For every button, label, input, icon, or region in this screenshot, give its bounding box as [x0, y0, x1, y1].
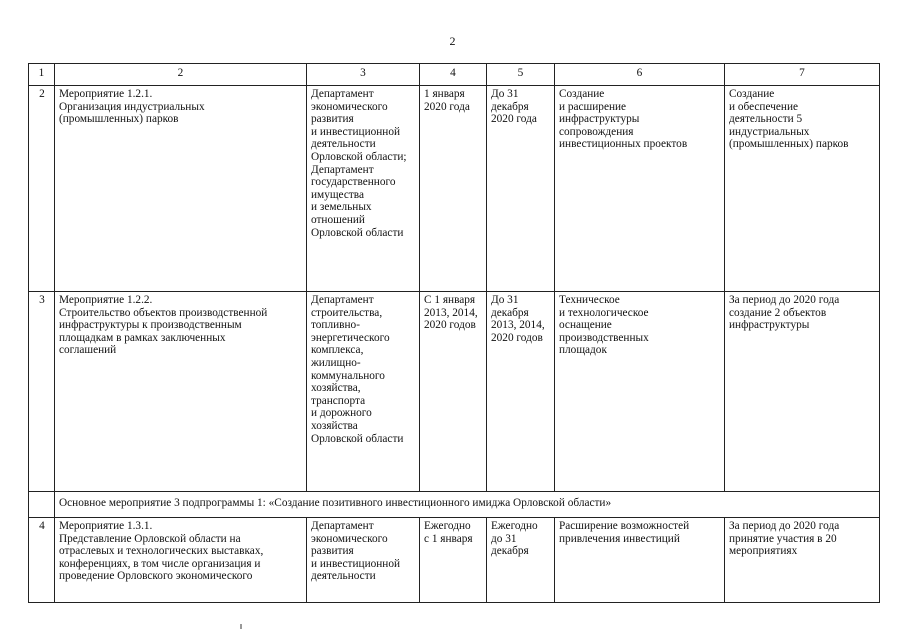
cell-line: соглашений	[59, 344, 117, 357]
page-number: 2	[449, 34, 456, 48]
cell-line: 2020 года	[491, 113, 537, 126]
result-cell	[555, 518, 725, 603]
cell-line: и инвестиционной	[311, 557, 401, 570]
cell-line: отношений	[311, 213, 365, 226]
cell-line: Техническое	[559, 294, 620, 306]
cell-line: 2020 годов	[424, 319, 476, 332]
cell-line: Организация индустриальных	[59, 100, 205, 113]
cell-line: производственных	[559, 331, 649, 344]
table-row	[29, 518, 880, 603]
result-cell	[555, 292, 725, 492]
cell-line: Департамент	[311, 88, 374, 100]
cell-line: Расширение возможностей	[559, 520, 690, 532]
start-date-cell	[420, 86, 487, 292]
cell-line: отраслевых и технологических выставках,	[59, 545, 264, 558]
cell-line: Департамент	[311, 520, 374, 532]
cell-line: экономического	[311, 100, 388, 113]
column-header: 7	[725, 64, 880, 86]
cell-line: имущества	[311, 188, 364, 201]
section-title: Основное мероприятие 3 подпрограммы 1: «Создание позитивного инвестиционного имиджа Орловской области»	[55, 492, 880, 518]
cell-line: строительства,	[311, 306, 383, 319]
cell-line: и дорожного	[311, 407, 372, 420]
activities-table	[28, 63, 880, 603]
cell-line: и инвестиционной	[311, 125, 401, 138]
cell-line: мероприятиях	[729, 545, 798, 558]
cell-line: До 31	[491, 88, 519, 100]
cell-line: инфраструктуры	[729, 319, 810, 332]
cell-line: 1 января	[424, 88, 465, 100]
cell-line: Орловской области	[311, 432, 404, 445]
cell-line: комплекса,	[311, 344, 364, 357]
cell-line: жилищно-	[311, 356, 361, 369]
cell-line: 2020 годов	[491, 331, 543, 344]
cell-line: Представление Орловской области на	[59, 532, 241, 545]
cell-line: сопровождения	[559, 125, 634, 138]
column-header: 1	[29, 64, 55, 86]
cell-line: коммунального	[311, 369, 385, 382]
cell-line: хозяйства	[311, 419, 358, 432]
cell-line: Ежегодно	[491, 520, 538, 532]
cell-line: 2013, 2014,	[424, 306, 478, 319]
cell-line: деятельности 5	[729, 113, 803, 126]
cell-line: экономического	[311, 532, 388, 545]
indicator-cell	[725, 292, 880, 492]
column-header: 6	[555, 64, 725, 86]
indicator-cell	[725, 86, 880, 292]
cell-line: принятие участия в 20	[729, 532, 837, 545]
cell-line: инфраструктуры	[559, 113, 640, 126]
cell-line: За период до 2020 года	[729, 520, 840, 532]
cell-line: За период до 2020 года	[729, 294, 840, 306]
end-date-cell	[487, 86, 555, 292]
section-empty-cell	[29, 492, 55, 518]
cell-line: С 1 января	[424, 294, 476, 306]
cell-line: государственного	[311, 176, 396, 189]
table-row	[29, 292, 880, 492]
cell-line: привлечения инвестиций	[559, 532, 680, 545]
executor-cell	[307, 86, 420, 292]
section-row	[29, 492, 880, 518]
cell-line: площадок	[559, 344, 607, 357]
row-number: 2	[29, 86, 55, 292]
result-cell	[555, 86, 725, 292]
cell-line: Создание	[559, 88, 605, 100]
end-date-cell	[487, 518, 555, 603]
executor-cell	[307, 518, 420, 603]
executor-cell	[307, 292, 420, 492]
row-number: 4	[29, 518, 55, 603]
start-date-cell	[420, 292, 487, 492]
cell-line: транспорта	[311, 394, 366, 407]
cell-line: энергетического	[311, 331, 390, 344]
cell-line: оснащение	[559, 319, 612, 332]
cell-line: Мероприятие 1.2.1.	[59, 88, 153, 100]
cell-line: создание 2 объектов	[729, 306, 827, 319]
cell-line: с 1 января	[424, 532, 473, 545]
cell-line: (промышленных) парков	[59, 113, 179, 126]
cell-line: До 31	[491, 294, 519, 306]
cell-line: топливно-	[311, 319, 360, 332]
column-header: 3	[307, 64, 420, 86]
cell-line: до 31	[491, 532, 517, 545]
cell-line: деятельности	[311, 570, 376, 583]
cell-line: декабря	[491, 100, 529, 113]
cell-line: Мероприятие 1.3.1.	[59, 520, 153, 532]
cell-line: Ежегодно	[424, 520, 471, 532]
cell-line: площадкам в рамках заключенных	[59, 331, 226, 344]
cell-line: Орловской области	[311, 226, 404, 239]
cell-line: 2020 года	[424, 100, 470, 113]
cell-line: Орловской области;	[311, 150, 407, 163]
cell-line: Строительство объектов производственной	[59, 306, 268, 319]
cell-line: Мероприятие 1.2.2.	[59, 294, 153, 306]
end-date-cell	[487, 292, 555, 492]
column-header: 5	[487, 64, 555, 86]
cell-line: конференциях, в том числе организация и	[59, 557, 261, 570]
cell-line: инфраструктуры к производственным	[59, 319, 242, 332]
cell-line: (промышленных) парков	[729, 138, 849, 151]
cell-line: и расширение	[559, 100, 627, 113]
cell-line: Департамент	[311, 294, 374, 306]
event-cell	[55, 518, 307, 603]
column-header: 4	[420, 64, 487, 86]
cell-line: и обеспечение	[729, 100, 799, 113]
cell-line: развития	[311, 545, 354, 558]
cell-line: деятельности	[311, 138, 376, 151]
start-date-cell	[420, 518, 487, 603]
table-row	[29, 86, 880, 292]
row-number: 3	[29, 292, 55, 492]
cell-line: и технологическое	[559, 306, 649, 319]
event-cell	[55, 292, 307, 492]
cell-line: декабря	[491, 545, 529, 558]
cell-line: проведение Орловского экономического	[59, 570, 253, 583]
event-cell	[55, 86, 307, 292]
scan-artifact	[240, 624, 242, 629]
cell-line: 2013, 2014,	[491, 319, 545, 332]
cell-line: индустриальных	[729, 125, 810, 138]
cell-line: инвестиционных проектов	[559, 138, 688, 151]
column-header: 2	[55, 64, 307, 86]
cell-line: и земельных	[311, 201, 372, 214]
cell-line: развития	[311, 113, 354, 126]
cell-line: хозяйства,	[311, 382, 361, 395]
cell-line: Создание	[729, 88, 775, 100]
indicator-cell	[725, 518, 880, 603]
cell-line: Департамент	[311, 163, 374, 176]
cell-line: декабря	[491, 306, 529, 319]
table-header-row	[29, 64, 880, 86]
